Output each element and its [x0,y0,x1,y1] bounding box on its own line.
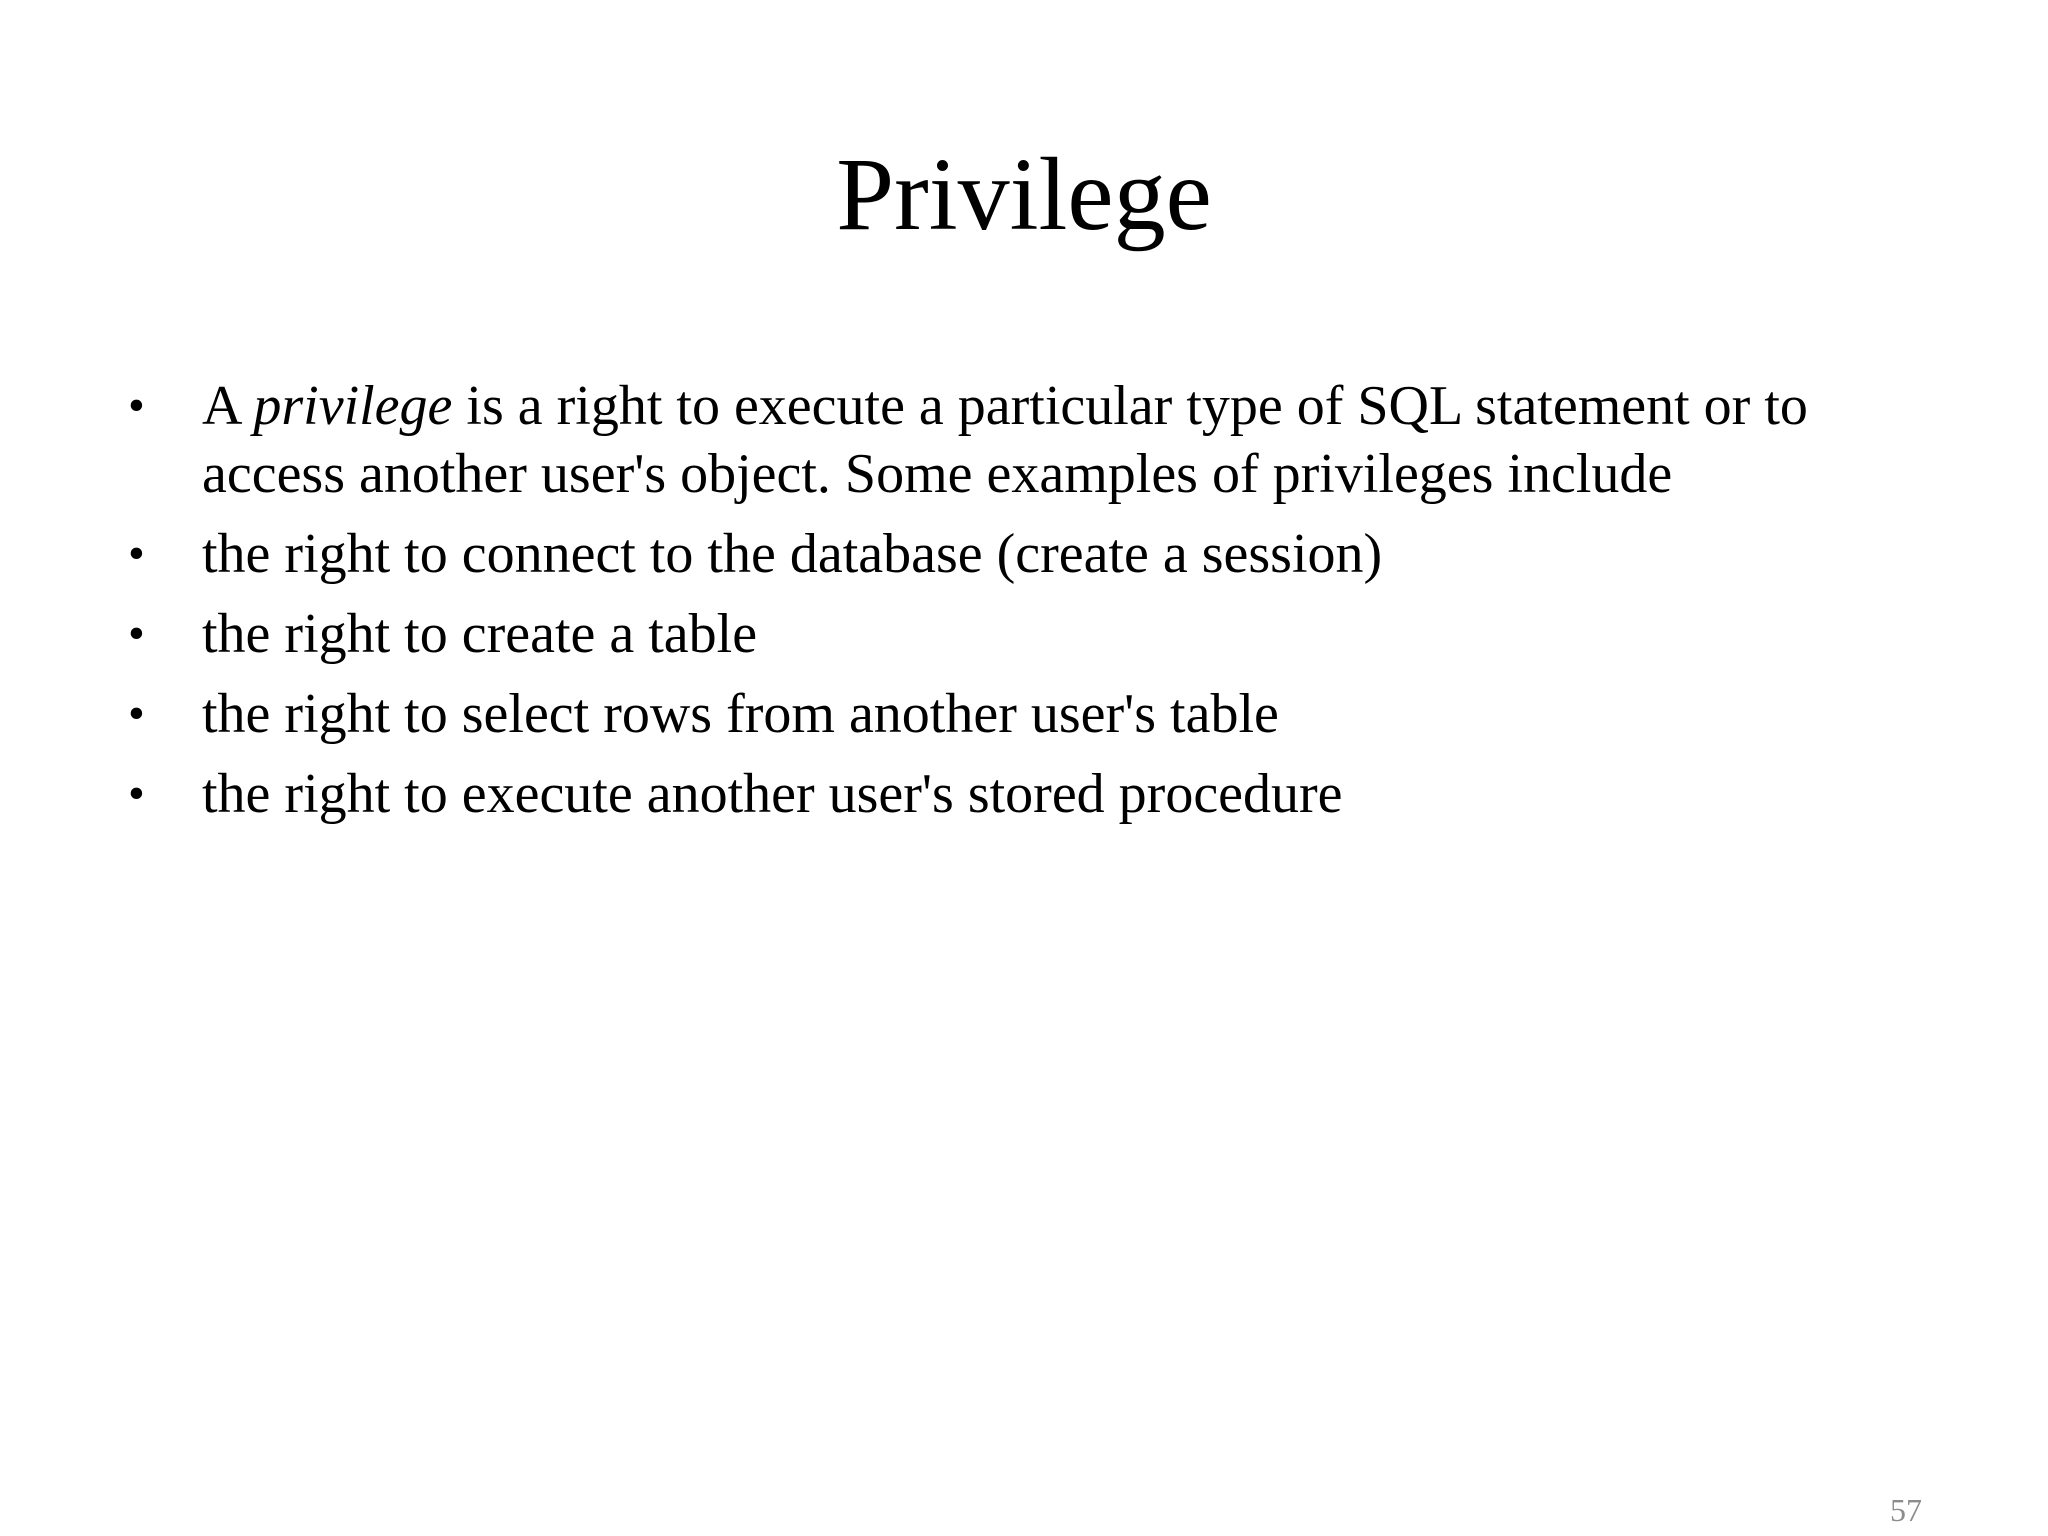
bullet-text: the right to create a table [202,603,758,665]
bullet-dot-icon: • [128,527,145,580]
bullet-lead-text: A [202,375,254,437]
slide-title: Privilege [836,137,1212,252]
bullet-dot-icon: • [128,379,145,432]
privilege-term: privilege [253,375,453,437]
bullet-item-privilege-definition [120,372,1900,508]
bullet-dot-icon: • [128,767,145,820]
bullet-item-connect [120,520,1900,588]
bullet-text: the right to select rows from another user's table [202,683,1279,745]
bullet-list [120,372,1900,840]
bullet-dot-icon: • [128,687,145,740]
bullet-item-select-rows [120,680,1900,748]
bullet-text: the right to connect to the database (create a session) [202,523,1383,585]
bullet-text: is a right to execute a particular type of SQL statement or to access another user's object. Some examples of privileges include [202,375,1808,505]
bullet-text: the right to execute another user's stored procedure [202,763,1343,825]
page-number: 57 [1890,1492,1922,1528]
bullet-item-execute-procedure [120,760,1900,828]
bullet-dot-icon: • [128,607,145,660]
bullet-item-create-table [120,600,1900,668]
